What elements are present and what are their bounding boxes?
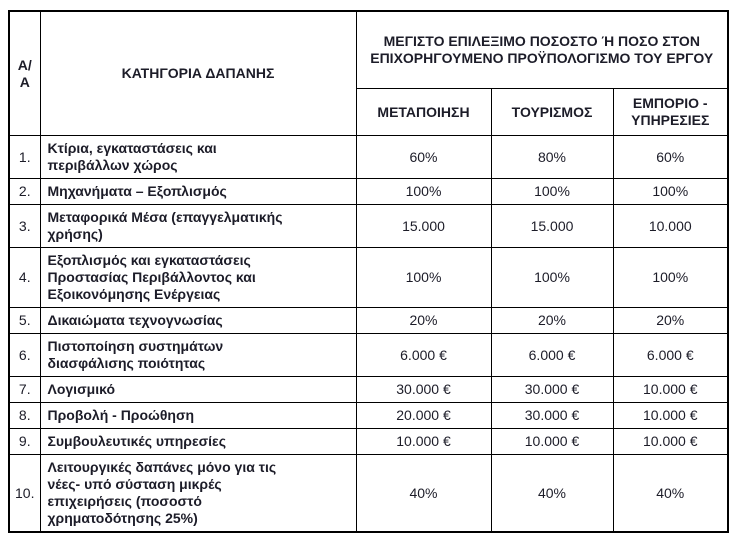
row-value-emporio-ypiresies: 10.000 € — [613, 429, 728, 455]
row-value-metapoiisi: 6.000 € — [356, 334, 491, 377]
table-row — [9, 205, 728, 248]
row-category — [40, 136, 356, 179]
row-value-emporio-ypiresies: 10.000 — [613, 205, 728, 248]
row-category — [40, 455, 356, 533]
table-row — [9, 455, 728, 533]
row-number: 10. — [9, 455, 40, 533]
row-value-metapoiisi: 60% — [356, 136, 491, 179]
table-row — [9, 334, 728, 377]
row-value-emporio-ypiresies: 20% — [613, 308, 728, 334]
column-header-group: ΜΕΓΙΣΤΟ ΕΠΙΛΕΞΙΜΟ ΠΟΣΟΣΤΟ Ή ΠΟΣΟ ΣΤΟΝ ΕΠΙΧΟΡΗΓΟΥΜΕΝΟ ΠΡΟΫΠΟΛΟΓΙΣΜΟ ΤΟΥ ΕΡΓΟΥ — [356, 11, 728, 89]
row-value-tourismos: 30.000 € — [491, 403, 613, 429]
row-category-text: Προβολή - Προώθηση — [47, 407, 195, 423]
row-value-tourismos: 100% — [491, 248, 613, 308]
row-value-tourismos: 40% — [491, 455, 613, 533]
row-category-text: Λογισμικό — [47, 381, 115, 397]
column-header-metapoiisi: ΜΕΤΑΠΟΙΗΣΗ — [356, 89, 491, 136]
header-row-group — [9, 11, 728, 89]
row-value-emporio-ypiresies: 100% — [613, 248, 728, 308]
row-value-emporio-ypiresies: 6.000 € — [613, 334, 728, 377]
row-value-emporio-ypiresies: 100% — [613, 179, 728, 205]
table-row — [9, 377, 728, 403]
row-category — [40, 179, 356, 205]
table-row — [9, 179, 728, 205]
row-category-text: Μηχανήματα – Εξοπλισμός — [47, 183, 227, 199]
table-row — [9, 248, 728, 308]
column-header-tourismos: ΤΟΥΡΙΣΜΟΣ — [491, 89, 613, 136]
table-row — [9, 136, 728, 179]
row-value-metapoiisi: 40% — [356, 455, 491, 533]
row-value-metapoiisi: 20.000 € — [356, 403, 491, 429]
expense-category-table — [8, 10, 729, 533]
table-row — [9, 403, 728, 429]
column-header-category: ΚΑΤΗΓΟΡΙΑ ΔΑΠΑΝΗΣ — [40, 11, 356, 136]
table-row — [9, 429, 728, 455]
row-value-metapoiisi: 15.000 — [356, 205, 491, 248]
row-value-tourismos: 15.000 — [491, 205, 613, 248]
row-number: 4. — [9, 248, 40, 308]
row-category-text: Συμβουλευτικές υπηρεσίες — [47, 433, 226, 449]
row-value-tourismos: 20% — [491, 308, 613, 334]
row-value-metapoiisi: 30.000 € — [356, 377, 491, 403]
row-category — [40, 248, 356, 308]
row-category — [40, 205, 356, 248]
row-value-tourismos: 10.000 € — [491, 429, 613, 455]
row-value-emporio-ypiresies: 10.000 € — [613, 403, 728, 429]
row-value-metapoiisi: 100% — [356, 248, 491, 308]
table-body — [9, 136, 728, 533]
row-number: 1. — [9, 136, 40, 179]
row-number: 2. — [9, 179, 40, 205]
row-category-text: Κτίρια, εγκαταστάσεις και περιβάλλων χώρος — [47, 140, 217, 173]
row-category — [40, 403, 356, 429]
row-number: 5. — [9, 308, 40, 334]
table-row — [9, 308, 728, 334]
row-category-text: Εξοπλισμός και εγκαταστάσεις Προστασίας Περιβάλλοντος και Εξοικονόμησης Ενέργειας — [47, 252, 256, 302]
column-header-aa: Α/Α — [9, 11, 40, 136]
row-value-metapoiisi: 100% — [356, 179, 491, 205]
row-category-text: Δικαιώματα τεχνογνωσίας — [47, 312, 223, 328]
row-value-tourismos: 100% — [491, 179, 613, 205]
row-value-emporio-ypiresies: 60% — [613, 136, 728, 179]
row-category-text: Λειτουργικές δαπάνες μόνο για τις νέες- υπό σύσταση μικρές επιχειρήσεις (ποσοστό χρηματοδότησης 25%) — [47, 459, 277, 526]
row-category-text: Πιστοποίηση συστημάτων διασφάλισης ποιότητας — [47, 338, 224, 371]
row-value-emporio-ypiresies: 10.000 € — [613, 377, 728, 403]
row-value-metapoiisi: 20% — [356, 308, 491, 334]
row-number: 9. — [9, 429, 40, 455]
row-number: 7. — [9, 377, 40, 403]
row-value-tourismos: 6.000 € — [491, 334, 613, 377]
row-category — [40, 308, 356, 334]
row-number: 3. — [9, 205, 40, 248]
row-value-tourismos: 30.000 € — [491, 377, 613, 403]
row-category-text: Μεταφορικά Μέσα (επαγγελματικής χρήσης) — [47, 209, 283, 242]
row-value-metapoiisi: 10.000 € — [356, 429, 491, 455]
row-category — [40, 429, 356, 455]
row-value-tourismos: 80% — [491, 136, 613, 179]
row-number: 6. — [9, 334, 40, 377]
column-header-emporio-ypiresies: ΕΜΠΟΡΙΟ - ΥΠΗΡΕΣΙΕΣ — [613, 89, 728, 136]
row-value-emporio-ypiresies: 40% — [613, 455, 728, 533]
row-category — [40, 377, 356, 403]
row-category — [40, 334, 356, 377]
row-number: 8. — [9, 403, 40, 429]
